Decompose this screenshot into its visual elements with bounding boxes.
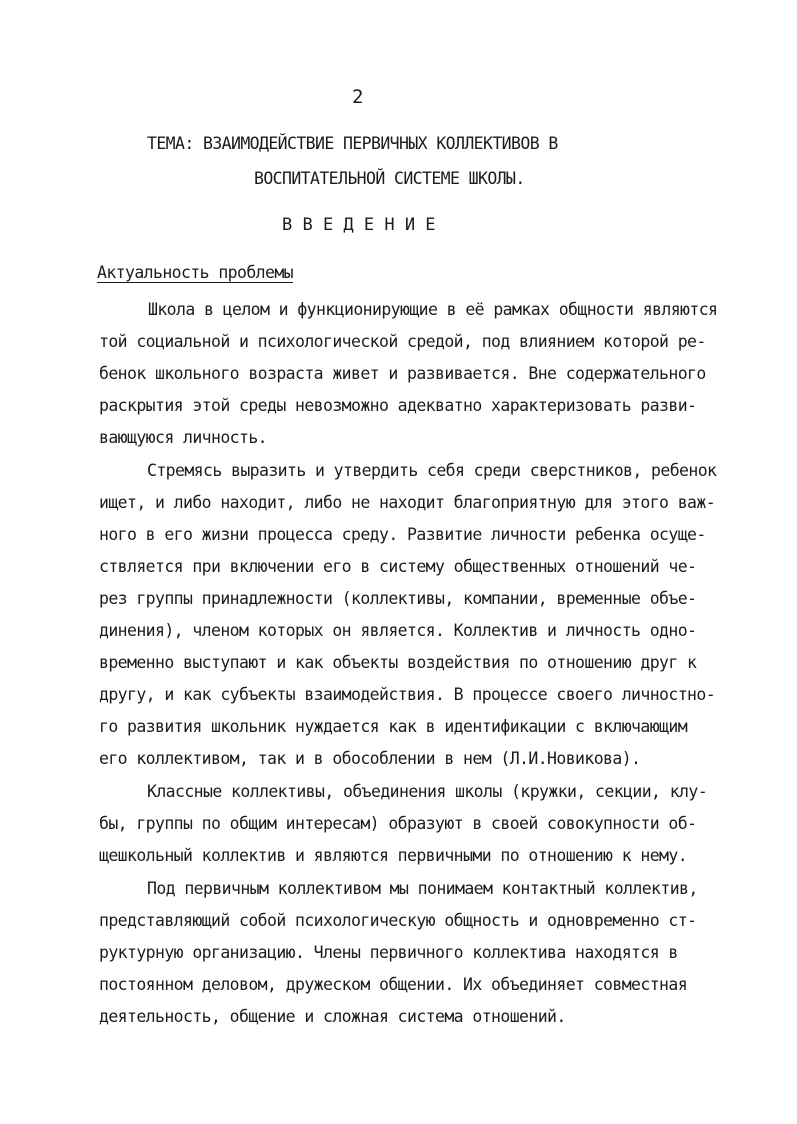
- body-line: постоянном деловом, дружеском общении. Их объединяет совместная: [99, 975, 688, 994]
- title-line-1: ТЕМА: ВЗАИМОДЕЙСТВИЕ ПЕРВИЧНЫХ КОЛЛЕКТИВОВ В: [147, 134, 558, 153]
- body-line: Под первичным коллективом мы понимаем контактный коллектив,: [147, 879, 698, 898]
- body-line: той социальной и психологической средой, под влиянием которой ре-: [99, 332, 706, 351]
- body-line: го развития школьник нуждается как в идентификации с включающим: [99, 717, 688, 736]
- body-line: Школа в целом и функционирующие в её рамках общности являются: [148, 300, 718, 319]
- body-line: его коллективом, так и в обособлении в нем (Л.И.Новикова).: [99, 749, 641, 768]
- body-line: ствляется при включении его в систему общественных отношений че-: [99, 557, 697, 576]
- body-line: руктурную организацию. Члены первичного коллектива находятся в: [99, 943, 678, 962]
- body-line: Стремясь выразить и утвердить себя среди сверстников, ребенок: [147, 461, 717, 480]
- body-line: раскрытия этой среды невозможно адекватно характеризовать разви-: [99, 396, 697, 415]
- body-line: деятельность, общение и сложная система отношений.: [99, 1007, 566, 1026]
- body-line: Классные коллективы, объединения школы (кружки, секции, клу-: [147, 782, 708, 801]
- body-line: бенок школьного возраста живет и развивается. Вне содержательного: [99, 364, 706, 383]
- body-line: временно выступают и как объекты воздействия по отношению друг к: [99, 653, 697, 672]
- body-line: другу, и как субъекты взаимодействия. В процессе своего личностно-: [99, 685, 716, 704]
- section-heading-text: Актуальность проблемы: [97, 263, 294, 282]
- title-line-2: ВОСПИТАТЕЛЬНОЙ СИСТЕМЕ ШКОЛЫ.: [254, 169, 525, 188]
- body-line: щешкольный коллектив и являются первичными по отношению к нему.: [99, 846, 688, 865]
- body-line: вающуюся личность.: [99, 428, 268, 447]
- page-number: 2: [352, 86, 364, 108]
- body-line: ного в его жизни процесса среду. Развитие личности ребенка осуще-: [99, 525, 706, 544]
- body-line: бы, группы по общим интересам) образуют в своей совокупности об-: [99, 814, 697, 833]
- intro-heading: В В Е Д Е Н И Е: [282, 215, 436, 235]
- body-line: представляющий собой психологическую общность и одновременно ст-: [99, 911, 697, 930]
- body-line: рез группы принадлежности (коллективы, компании, временные объе-: [99, 589, 697, 608]
- body-line: ищет, и либо находит, либо не находит благоприятную для этого важ-: [99, 493, 716, 512]
- section-heading: [97, 263, 293, 282]
- body-line: динения), членом которых он является. Коллектив и личность одно-: [99, 621, 697, 640]
